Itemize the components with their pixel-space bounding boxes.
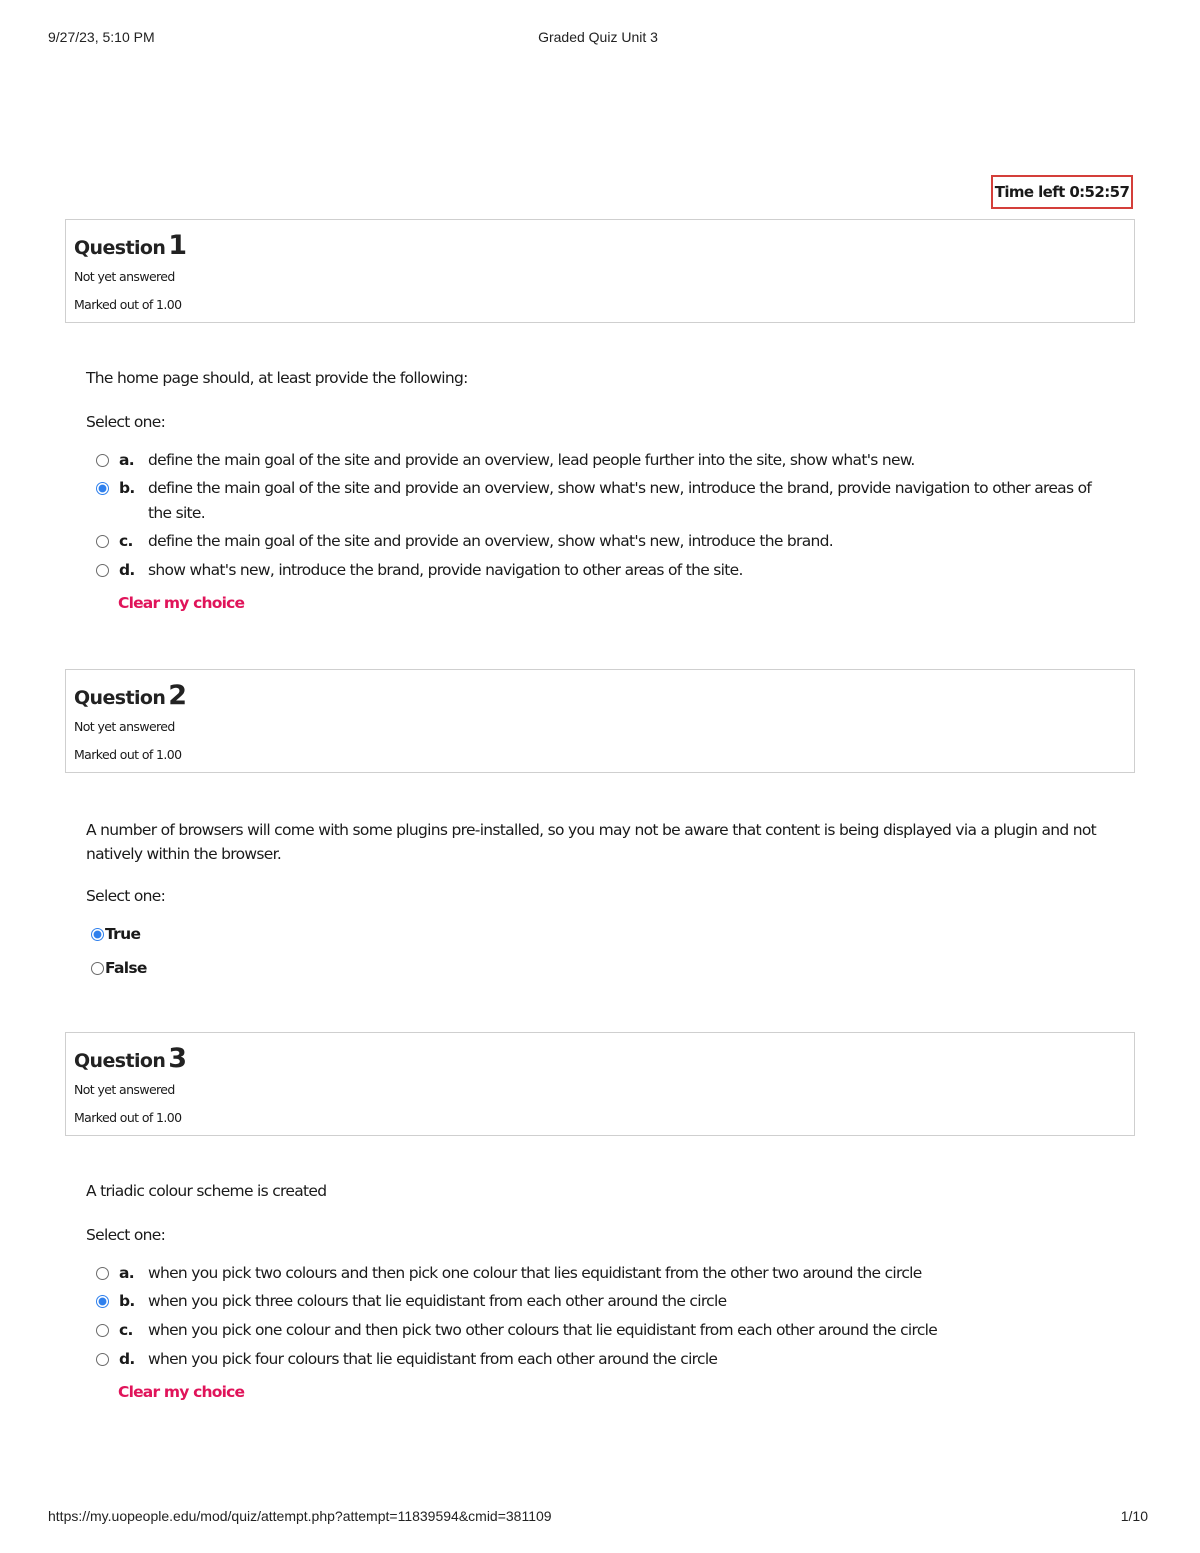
question-heading: Question: [74, 237, 166, 259]
print-header: [48, 29, 1148, 47]
question-state: Not yet answered: [74, 719, 175, 734]
question-1-prompt: Select one:: [86, 413, 166, 431]
question-heading: Question: [74, 1050, 166, 1072]
radio-button[interactable]: [96, 1324, 109, 1337]
answer-letter: c.: [119, 532, 133, 550]
question-2-prompt: Select one:: [86, 887, 166, 905]
answer-text: True: [105, 925, 141, 943]
q3-clear-choice-link[interactable]: Clear my choice: [118, 1383, 245, 1401]
answer-text: when you pick three colours that lie equidistant from each other around the circle: [148, 1292, 727, 1310]
time-left-timer: Time left 0:52:57: [991, 175, 1133, 209]
print-footer: [48, 1508, 1148, 1526]
question-2-title: [74, 680, 186, 711]
question-state: Not yet answered: [74, 1082, 175, 1097]
answer-letter: d.: [119, 561, 135, 579]
question-grade: Marked out of 1.00: [74, 1110, 182, 1125]
print-page-number: 1/10: [1120, 1508, 1148, 1524]
print-title: Graded Quiz Unit 3: [538, 29, 658, 45]
radio-button[interactable]: [96, 454, 109, 467]
answer-text: show what's new, introduce the brand, provide navigation to other areas of the site.: [148, 561, 743, 579]
question-3-text: A triadic colour scheme is created: [86, 1182, 327, 1200]
answer-text: when you pick two colours and then pick one colour that lies equidistant from the other two around the circle: [148, 1264, 922, 1282]
answer-text: define the main goal of the site and provide an overview, show what's new, introduce the brand, provide navigation to other areas of the site.: [148, 479, 1092, 522]
answer-text: define the main goal of the site and provide an overview, lead people further into the site, show what's new.: [148, 451, 915, 469]
answer-text: when you pick four colours that lie equidistant from each other around the circle: [148, 1350, 718, 1368]
question-heading: Question: [74, 687, 166, 709]
question-number: 3: [168, 1043, 187, 1074]
q1-clear-choice-link[interactable]: Clear my choice: [118, 594, 245, 612]
answer-letter: d.: [119, 1350, 135, 1368]
question-2-info: [65, 669, 1135, 773]
answer-text: define the main goal of the site and provide an overview, show what's new, introduce the brand.: [148, 532, 833, 550]
print-url: https://my.uopeople.edu/mod/quiz/attempt.php?attempt=11839594&cmid=381109: [48, 1508, 552, 1524]
question-number: 2: [168, 680, 187, 711]
answer-text: when you pick one colour and then pick two other colours that lie equidistant from each other around the circle: [148, 1321, 938, 1339]
answer-letter: b.: [119, 1292, 135, 1310]
print-datetime: 9/27/23, 5:10 PM: [48, 29, 155, 45]
question-3-title: [74, 1043, 186, 1074]
answer-letter: a.: [119, 451, 134, 469]
question-grade: Marked out of 1.00: [74, 747, 182, 762]
radio-button-checked[interactable]: [91, 928, 104, 941]
question-3-info: [65, 1032, 1135, 1136]
radio-button[interactable]: [96, 1353, 109, 1366]
question-2-text: A number of browsers will come with some plugins pre-installed, so you may not be aware that content is being displayed via a plugin and not natively within the browser.: [86, 821, 1097, 863]
question-1-title: [74, 230, 186, 261]
question-state: Not yet answered: [74, 269, 175, 284]
radio-button[interactable]: [96, 564, 109, 577]
answer-text: False: [105, 959, 147, 977]
question-grade: Marked out of 1.00: [74, 297, 182, 312]
answer-letter: a.: [119, 1264, 134, 1282]
question-1-text: The home page should, at least provide the following:: [86, 369, 468, 387]
radio-button-checked[interactable]: [96, 1295, 109, 1308]
answer-letter: b.: [119, 479, 135, 497]
radio-button-checked[interactable]: [96, 482, 109, 495]
question-3-prompt: Select one:: [86, 1226, 166, 1244]
question-number: 1: [168, 230, 187, 261]
radio-button[interactable]: [96, 535, 109, 548]
question-1-info: [65, 219, 1135, 323]
radio-button[interactable]: [91, 962, 104, 975]
answer-letter: c.: [119, 1321, 133, 1339]
radio-button[interactable]: [96, 1267, 109, 1280]
